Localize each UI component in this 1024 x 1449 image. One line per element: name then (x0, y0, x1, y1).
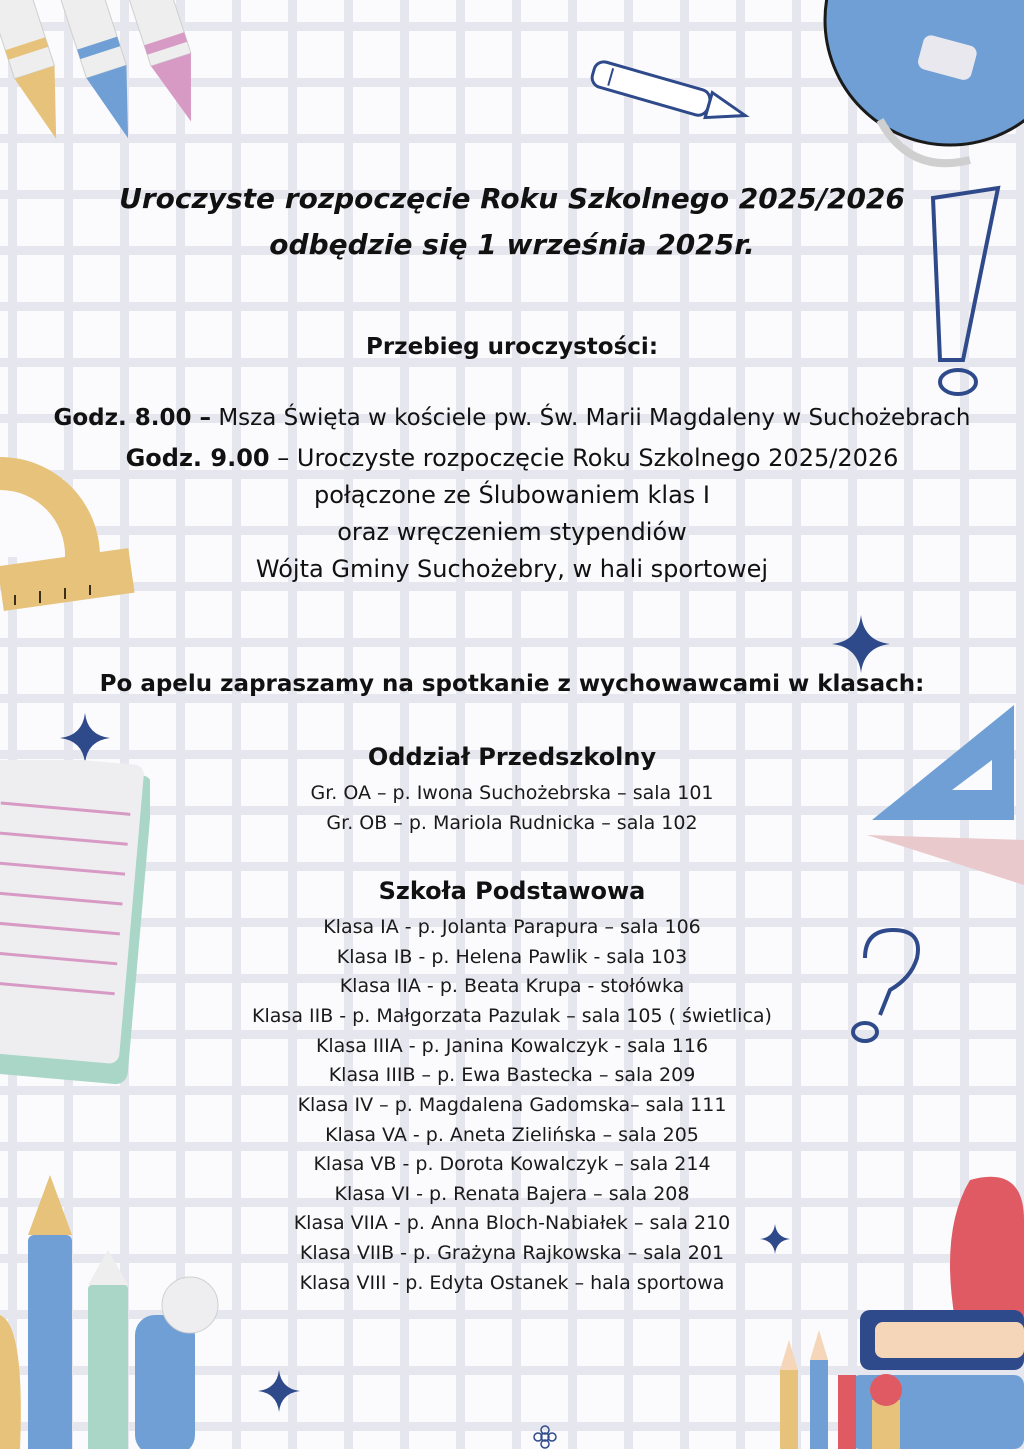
list-item: Klasa IV – p. Magdalena Gadomska– sala 111 (297, 1094, 727, 1116)
list-item: Klasa IIB - p. Małgorzata Pazulak – sala 105 ( świetlica) (252, 1005, 772, 1027)
list-item: Gr. OA – p. Iwona Suchożebrska – sala 101 (310, 782, 714, 804)
schedule-item-2-line-3: oraz wręczeniem stypendiów (337, 518, 687, 546)
schedule-item-2-time: Godz. 9.00 (125, 444, 270, 472)
schedule-item-1 (0, 405, 1024, 431)
list-item: Klasa IA - p. Jolanta Parapura – sala 106 (323, 916, 701, 938)
meeting-heading: Po apelu zapraszamy na spotkanie z wychowawcami w klasach: (99, 671, 925, 697)
list-item: Klasa IIA - p. Beata Krupa - stołówka (339, 975, 685, 997)
list-item: Klasa IB - p. Helena Pawlik - sala 103 (336, 946, 688, 968)
list-item: Klasa VIII - p. Edyta Ostanek – hala sportowa (299, 1272, 725, 1294)
page-title-line-1: Uroczyste rozpoczęcie Roku Szkolnego 2025/2026 (119, 182, 905, 215)
schedule-item-1-time: Godz. 8.00 – (53, 405, 212, 431)
primary-heading: Szkoła Podstawowa (378, 877, 646, 905)
schedule-item-2 (0, 444, 1024, 472)
list-item: Klasa VIIA - p. Anna Bloch-Nabiałek – sala 210 (293, 1212, 731, 1234)
list-item: Gr. OB – p. Mariola Rudnicka – sala 102 (326, 812, 698, 834)
schedule-item-1-text: Msza Święta w kościele pw. Św. Marii Magdaleny w Suchożebrach (211, 405, 971, 431)
list-item: Klasa VIIB - p. Grażyna Rajkowska – sala 201 (299, 1242, 725, 1264)
list-item: Klasa IIIB – p. Ewa Bastecka – sala 209 (328, 1064, 696, 1086)
list-item: Klasa VA - p. Aneta Zielińska – sala 205 (325, 1124, 699, 1146)
list-item: Klasa VB - p. Dorota Kowalczyk – sala 214 (313, 1153, 711, 1175)
list-item: Klasa IIIA - p. Janina Kowalczyk - sala 116 (315, 1035, 709, 1057)
schedule-item-2-line-2: połączone ze Ślubowaniem klas I (313, 481, 711, 509)
page-title-line-2: odbędzie się 1 września 2025r. (269, 228, 755, 261)
list-item: Klasa VI - p. Renata Bajera – sala 208 (334, 1183, 690, 1205)
schedule-item-2-line-4: Wójta Gminy Suchożebry, w hali sportowej (255, 555, 769, 583)
preschool-heading: Oddział Przedszkolny (367, 743, 657, 771)
schedule-item-2-text: – Uroczyste rozpoczęcie Roku Szkolnego 2025/2026 (269, 444, 899, 472)
schedule-heading: Przebieg uroczystości: (365, 334, 659, 360)
